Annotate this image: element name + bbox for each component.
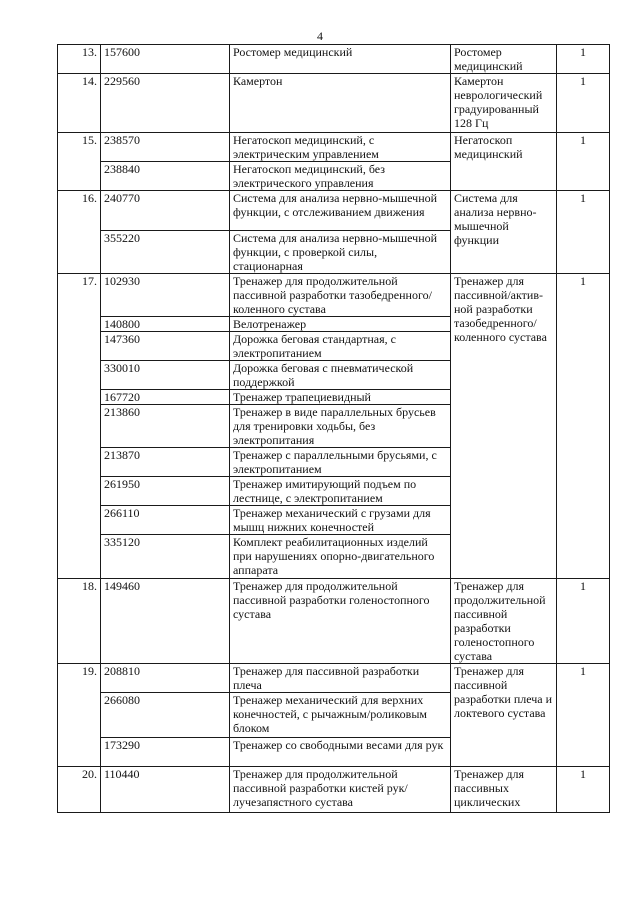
row-number: 19. (58, 664, 101, 767)
item-name: Система для анализа нервно-мышечной функции, с отслеживанием движения (230, 191, 451, 231)
item-code: 240770 (101, 191, 230, 231)
item-name: Тренажер имитирующий подъем по лестнице, с электропитанием (230, 477, 451, 506)
item-name: Камертон (230, 74, 451, 133)
item-code: 238840 (101, 162, 230, 191)
item-code: 213860 (101, 405, 230, 448)
item-code: 261950 (101, 477, 230, 506)
item-name: Ростомер медицинский (230, 45, 451, 74)
equipment-type: Тренажер для пассивной разработки плеча и локтевого сустава (451, 664, 557, 767)
item-name: Негатоскоп медицинский, с электрическим управлением (230, 133, 451, 162)
item-code: 140800 (101, 317, 230, 332)
item-code: 157600 (101, 45, 230, 74)
item-name: Тренажер механический с грузами для мышц нижних конечностей (230, 506, 451, 535)
item-name: Велотренажер (230, 317, 451, 332)
table-row (58, 274, 610, 317)
item-code: 229560 (101, 74, 230, 133)
item-code: 330010 (101, 361, 230, 390)
row-number: 18. (58, 579, 101, 664)
quantity: 1 (557, 74, 610, 133)
table-row (58, 74, 610, 133)
item-code: 102930 (101, 274, 230, 317)
item-code: 335120 (101, 535, 230, 579)
equipment-type: Ростомер медицинский (451, 45, 557, 74)
item-code: 149460 (101, 579, 230, 664)
item-code: 147360 (101, 332, 230, 361)
item-name: Тренажер с параллельными брусьями, с электропитанием (230, 448, 451, 477)
equipment-type: Негатоскоп медицинский (451, 133, 557, 191)
quantity: 1 (557, 191, 610, 274)
item-name: Тренажер в виде параллельных брусьев для тренировки ходьбы, без электропитания (230, 405, 451, 448)
item-code: 167720 (101, 390, 230, 405)
item-name: Система для анализа нервно-мышечной функции, с проверкой силы, стационарная (230, 231, 451, 274)
table-row (58, 133, 610, 162)
row-number: 13. (58, 45, 101, 74)
row-number: 20. (58, 767, 101, 813)
item-name: Тренажер для продолжительной пассивной разработки тазобедренного/коленного сустава (230, 274, 451, 317)
equipment-type: Система для анализа нервно-мышечной функции (451, 191, 557, 274)
equipment-type: Камертон неврологический градуированный 128 Гц (451, 74, 557, 133)
table-row (58, 45, 610, 74)
item-name: Негатоскоп медицинский, без электрического управления (230, 162, 451, 191)
item-name: Тренажер для пассивной разработки плеча (230, 664, 451, 693)
item-code: 266110 (101, 506, 230, 535)
page-number: 4 (317, 29, 323, 43)
item-code: 238570 (101, 133, 230, 162)
item-name: Тренажер для продолжительной пассивной разработки голеностопного сустава (230, 579, 451, 664)
quantity: 1 (557, 133, 610, 191)
item-code: 266080 (101, 693, 230, 738)
equipment-type: Тренажер для пассивных циклических (451, 767, 557, 813)
item-name: Тренажер трапециевидный (230, 390, 451, 405)
row-number: 14. (58, 74, 101, 133)
item-code: 213870 (101, 448, 230, 477)
equipment-table (57, 44, 610, 813)
equipment-type: Тренажер для пассивной/актив-ной разработки тазобедренного/коленного сустава (451, 274, 557, 579)
item-code: 208810 (101, 664, 230, 693)
quantity: 1 (557, 274, 610, 579)
item-name: Тренажер механический для верхних конечностей, с рычажным/роликовым блоком (230, 693, 451, 738)
quantity: 1 (557, 45, 610, 74)
quantity: 1 (557, 664, 610, 767)
table-row (58, 579, 610, 664)
table-row (58, 767, 610, 813)
item-name: Дорожка беговая стандартная, с электропитанием (230, 332, 451, 361)
row-number: 17. (58, 274, 101, 579)
item-name: Комплект реабилитационных изделий при нарушениях опорно-двигательного аппарата (230, 535, 451, 579)
quantity: 1 (557, 579, 610, 664)
item-name: Дорожка беговая с пневматической поддержкой (230, 361, 451, 390)
row-number: 15. (58, 133, 101, 191)
item-code: 173290 (101, 738, 230, 767)
table-row (58, 664, 610, 693)
item-name: Тренажер для продолжительной пассивной разработки кистей рук/лучезапястного сустава (230, 767, 451, 813)
item-code: 355220 (101, 231, 230, 274)
quantity: 1 (557, 767, 610, 813)
equipment-type: Тренажер для продолжительной пассивной разработки голеностопного сустава (451, 579, 557, 664)
item-name: Тренажер со свободными весами для рук (230, 738, 451, 767)
item-code: 110440 (101, 767, 230, 813)
table-row (58, 191, 610, 231)
row-number: 16. (58, 191, 101, 274)
